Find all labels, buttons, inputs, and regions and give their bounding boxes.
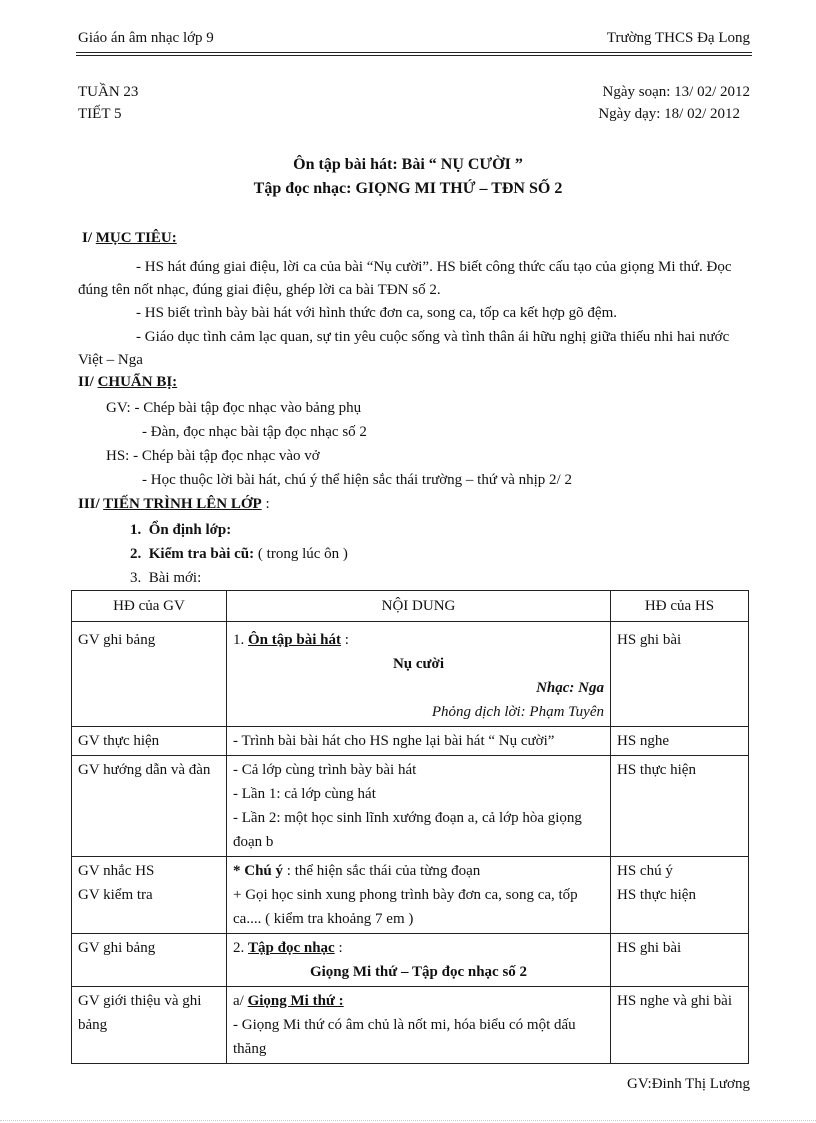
row4-content-2: + Gọi học sinh xung phong trình bày đơn ca, song ca, tốp ca.... ( kiểm tra khoảng 7 em ) <box>233 887 578 927</box>
prep-hs-2: - Học thuộc lời bài hát, chú ý thể hiện sắc thái trường – thứ và nhịp 2/ 2 <box>142 472 572 488</box>
header-left: Giáo án âm nhạc lớp 9 <box>78 30 214 46</box>
header-rule <box>76 52 752 53</box>
row6-gv: GV giới thiệu và ghi bảng <box>78 993 202 1033</box>
row1-heading-text: Ôn tập bài hát <box>248 632 341 648</box>
section-preparation-title: CHUẨN BỊ: <box>97 374 178 390</box>
prep-gv-2: - Đàn, đọc nhạc bài tập đọc nhạc số 2 <box>142 424 367 440</box>
col-header-content: NỘI DUNG <box>227 591 611 622</box>
prepared-date: Ngày soạn: 13/ 02/ 2012 <box>602 84 750 100</box>
title-review-song: Ôn tập bài hát: Bài “ NỤ CƯỜI ” <box>293 156 523 173</box>
row2-content: - Trình bài bài hát cho HS nghe lại bài hát “ Nụ cười” <box>233 733 555 749</box>
objective-2: - HS biết trình bày bài hát với hình thức đơn ca, song ca, tốp ca kết hợp gõ đệm. <box>136 305 617 321</box>
row1-hs: HS ghi bài <box>617 632 682 648</box>
table-row <box>72 622 749 727</box>
table-row <box>72 727 749 756</box>
row4-content-1 <box>233 859 604 883</box>
table-row <box>72 987 749 1064</box>
row1-heading <box>233 628 604 652</box>
table-row <box>72 756 749 857</box>
table-row <box>72 934 749 987</box>
week-label: TUẦN 23 <box>78 84 139 100</box>
header-rule-double <box>76 55 752 56</box>
row3-hs: HS thực hiện <box>617 762 696 778</box>
row1-heading-num: 1. <box>233 632 248 648</box>
row4-note-text: : thể hiện sắc thái của từng đoạn <box>283 863 481 879</box>
step-1 <box>130 522 231 539</box>
row1-gv: GV ghi bảng <box>78 632 156 648</box>
col-header-gv: HĐ của GV <box>72 591 227 622</box>
step-2-num: 2. <box>130 546 142 562</box>
title-sight-reading: Tập đọc nhạc: GIỌNG MI THỨ – TĐN SỐ 2 <box>253 180 563 197</box>
section-preparation-prefix: II/ <box>78 374 98 390</box>
objective-3: - Giáo dục tình cảm lạc quan, sự tin yêu cuộc sống và tình thân ái hữu nghị giữa thiếu nhi hai nước Việt – Nga <box>78 329 730 368</box>
section-procedure-title: TIẾN TRÌNH LÊN LỚP <box>103 496 262 512</box>
col-header-hs: HĐ của HS <box>611 591 749 622</box>
row1-lyrics-credit: Phỏng dịch lời: Phạm Tuyên <box>431 704 604 720</box>
row6-hs: HS nghe và ghi bài <box>617 993 732 1009</box>
prep-hs-1: HS: - Chép bài tập đọc nhạc vào vở <box>106 448 320 464</box>
step-2 <box>130 546 348 563</box>
row6-heading-text: Giọng Mi thứ : <box>247 993 344 1009</box>
step-1-num: 1. <box>130 522 142 538</box>
row3-content-1: - Cả lớp cùng trình bày bài hát <box>233 762 417 778</box>
row4-hs-2: HS thực hiện <box>617 887 696 903</box>
step-3 <box>130 570 201 587</box>
table-row <box>72 857 749 934</box>
row4-hs-1: HS chú ý <box>617 863 673 879</box>
page-bottom-edge <box>0 1120 816 1121</box>
row2-hs: HS nghe <box>617 733 670 749</box>
row2-gv: GV thực hiện <box>78 733 160 749</box>
footer-author: GV:Đinh Thị Lương <box>626 1076 750 1092</box>
lesson-table <box>71 590 749 1064</box>
row3-gv: GV hướng dẫn và đàn <box>78 762 211 778</box>
row4-note-label: * Chú ý <box>233 863 284 879</box>
table-header-row <box>72 591 749 622</box>
objective-1: - HS hát đúng giai điệu, lời ca của bài “Nụ cười”. HS biết công thức cấu tạo của giọng Mi thứ. Đọc đúng tên nốt nhạc, đúng giai điệu, ghép lời ca bài TĐN số 2. <box>78 259 732 298</box>
teaching-date: Ngày dạy: 18/ 02/ 2012 <box>598 106 740 122</box>
row5-heading <box>233 936 604 960</box>
row5-heading-num: 2. <box>233 940 248 956</box>
section-procedure-suffix: : <box>261 496 270 512</box>
row5-subtitle: Giọng Mi thứ – Tập đọc nhạc số 2 <box>309 964 528 980</box>
section-procedure-prefix: III/ <box>78 496 104 512</box>
row3-content-3: - Lần 2: một học sinh lĩnh xướng đoạn a, cả lớp hòa giọng đoạn b <box>233 810 582 850</box>
row5-hs: HS ghi bài <box>617 940 682 956</box>
row1-song-title: Nụ cười <box>392 656 445 672</box>
row1-music-credit: Nhạc: Nga <box>536 680 604 696</box>
prep-gv-1: GV: - Chép bài tập đọc nhạc vào bảng phụ <box>106 400 362 416</box>
section-objectives-prefix: I/ <box>82 230 96 246</box>
row3-content-2: - Lần 1: cả lớp cùng hát <box>233 786 376 802</box>
step-1-text: Ổn định lớp: <box>148 522 232 538</box>
row4-gv-2: GV kiểm tra <box>78 887 153 903</box>
header-right: Trường THCS Đạ Long <box>606 30 750 46</box>
row6-heading <box>233 989 604 1013</box>
row5-heading-suffix: : <box>334 940 343 956</box>
step-3-num: 3. <box>130 570 142 586</box>
row5-gv: GV ghi bảng <box>78 940 156 956</box>
section-procedure-heading <box>78 496 270 513</box>
step-2-text: Kiểm tra bài cũ: <box>148 546 255 562</box>
step-2-note: ( trong lúc ôn ) <box>254 546 348 562</box>
row6-heading-prefix: a/ <box>233 993 248 1009</box>
section-objectives-title: MỤC TIÊU: <box>95 230 177 246</box>
row1-heading-suffix: : <box>340 632 349 648</box>
section-objectives-heading <box>82 230 177 247</box>
row6-content: - Giọng Mi thứ có âm chủ là nốt mi, hóa biểu có một dấu thăng <box>233 1017 576 1057</box>
section-preparation-heading <box>78 374 177 391</box>
period-label: TIẾT 5 <box>78 106 122 122</box>
step-3-text: Bài mới: <box>148 570 202 586</box>
row5-heading-text: Tập đọc nhạc <box>248 940 335 956</box>
row4-gv-1: GV nhắc HS <box>78 863 155 879</box>
